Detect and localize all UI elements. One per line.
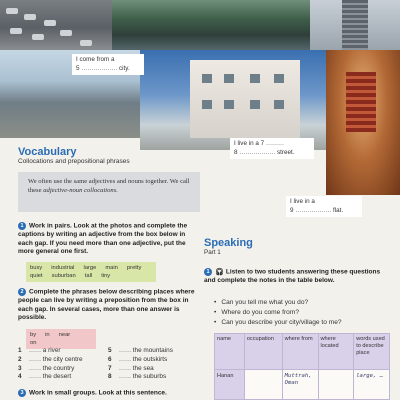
word-on: on xyxy=(30,340,37,346)
cell-occupation[interactable] xyxy=(244,370,282,400)
phrase-row xyxy=(18,373,218,382)
info-italic: adjective-noun collocations. xyxy=(43,187,118,194)
caption-5-number: 5 xyxy=(76,64,80,72)
tower-photo xyxy=(310,0,400,50)
adjective-word-box xyxy=(26,262,156,282)
word-large: large xyxy=(83,265,97,271)
phrase-text: the outskirts xyxy=(132,355,168,363)
word-pretty: pretty xyxy=(126,265,142,271)
cell-where-from[interactable]: Muttrah, Oman xyxy=(282,370,318,400)
word-main: main xyxy=(105,265,118,271)
phrase-number: 3 xyxy=(18,364,22,372)
notes-table xyxy=(214,333,390,400)
task-3 xyxy=(18,389,204,398)
caption-9-noun: flat. xyxy=(333,206,344,214)
caption-9-text: I live in a xyxy=(290,198,315,205)
cell-where-located[interactable] xyxy=(318,370,354,400)
word-busy: busy xyxy=(30,265,43,271)
task-1 xyxy=(18,222,200,257)
collocation-info-box xyxy=(18,172,200,212)
word-quiet: quiet xyxy=(30,273,43,279)
question-list xyxy=(214,298,342,328)
phrase-list xyxy=(18,347,218,382)
phrase-number: 7 xyxy=(108,364,112,372)
phrase-number: 4 xyxy=(18,373,22,381)
caption-5 xyxy=(72,54,144,75)
question-item: • Can you describe your city/village to me? xyxy=(214,318,342,328)
phrase-number: 6 xyxy=(108,355,112,363)
question-item: • Where do you come from? xyxy=(214,308,342,318)
caption-7-text: I live in a 7 xyxy=(234,140,265,147)
caption-9 xyxy=(286,196,362,217)
phrase-row xyxy=(18,347,218,356)
phrase-gap[interactable]: …… xyxy=(118,347,131,354)
speaking-task-1 xyxy=(204,268,384,286)
phrase-number: 5 xyxy=(108,347,112,354)
word-by: by xyxy=(30,332,37,338)
table-row xyxy=(215,370,390,400)
traffic-photo xyxy=(0,0,112,50)
phrase-gap[interactable]: …… xyxy=(118,373,131,381)
speaking-heading: Speaking xyxy=(204,237,253,249)
vocabulary-heading: Vocabulary xyxy=(18,146,77,158)
phrase-text: the suburbs xyxy=(132,373,167,381)
word-in: in xyxy=(45,332,50,338)
preposition-word-box xyxy=(26,329,96,349)
word-industrial: industrial xyxy=(51,265,75,271)
phrase-number: 1 xyxy=(18,347,22,354)
phrase-gap[interactable]: …… xyxy=(28,347,41,354)
caption-5-gap[interactable]: ……………… xyxy=(81,64,118,72)
phrase-text: the mountains xyxy=(132,347,173,354)
speaking-task-text: Listen to two students answering these questions and complete the notes in the table below. xyxy=(204,268,381,285)
phrase-gap[interactable]: …… xyxy=(28,355,41,363)
header-where-located: where located xyxy=(318,334,354,370)
villa-photo xyxy=(140,50,326,150)
caption-7-gap[interactable]: ……… xyxy=(265,140,284,147)
phrase-text: the desert xyxy=(42,373,72,381)
task-3-number: 3 xyxy=(18,389,26,397)
header-words-used: words used to describe place xyxy=(354,334,390,370)
phrase-row xyxy=(18,365,218,374)
headphones-icon: 🎧︎ xyxy=(215,268,224,276)
speaking-subheading: Part 1 xyxy=(204,249,221,256)
word-tiny: tiny xyxy=(101,273,111,279)
task-3-text: Work in small groups. Look at this sentence. xyxy=(29,389,167,397)
phrase-text: the sea xyxy=(132,364,154,372)
caption-9-number: 9 xyxy=(290,206,294,214)
tent-interior-photo xyxy=(326,50,400,195)
word-near: near xyxy=(58,332,71,338)
phrase-row xyxy=(18,356,218,365)
header-where-from: where from xyxy=(282,334,318,370)
word-tall: tall xyxy=(84,273,93,279)
caption-8-number: 8 xyxy=(234,148,238,156)
phrase-gap[interactable]: …… xyxy=(28,364,41,372)
info-text: We often use the same adjectives and nouns together. We call these xyxy=(28,178,190,194)
task-2-number: 2 xyxy=(18,288,26,296)
task-2 xyxy=(18,288,204,323)
phrase-gap[interactable]: …… xyxy=(118,355,131,363)
caption-5-text: I come from a xyxy=(76,56,115,63)
phrase-text: a river xyxy=(42,347,61,354)
speaking-task-number: 1 xyxy=(204,268,212,276)
caption-5-noun: city. xyxy=(119,64,130,72)
cell-name: Hanan xyxy=(215,370,245,400)
phrase-number: 8 xyxy=(108,373,112,381)
table-header-row xyxy=(215,334,390,370)
caption-8-gap[interactable]: ……………… xyxy=(239,148,276,156)
header-occupation: occupation xyxy=(244,334,282,370)
word-suburban: suburban xyxy=(51,273,76,279)
caption-7-noun: street. xyxy=(277,148,295,156)
vocabulary-subheading: Collocations and prepositional phrases xyxy=(18,158,130,165)
phrase-text: the country xyxy=(42,364,75,372)
caption-7 xyxy=(230,138,314,159)
phrase-gap[interactable]: …… xyxy=(28,373,41,381)
river-houses-photo xyxy=(112,0,310,50)
cell-words-used[interactable]: large, … xyxy=(354,370,390,400)
phrase-text: the city centre xyxy=(42,355,83,363)
question-item: • Can you tell me what you do? xyxy=(214,298,342,308)
task-1-text: Work in pairs. Look at the photos and complete the captions by writing an adjective from the box below in each gap. If you need more than one adjective, put the more general one first. xyxy=(18,222,188,256)
task-2-text: Complete the phrases below describing places where people can live by writing a preposition from the box in each gap. In several cases, more than one answer is possible. xyxy=(18,288,195,322)
task-1-number: 1 xyxy=(18,222,26,230)
header-name: name xyxy=(215,334,245,370)
phrase-gap[interactable]: …… xyxy=(118,364,131,372)
caption-9-gap[interactable]: ……………… xyxy=(295,206,332,214)
phrase-number: 2 xyxy=(18,355,22,363)
